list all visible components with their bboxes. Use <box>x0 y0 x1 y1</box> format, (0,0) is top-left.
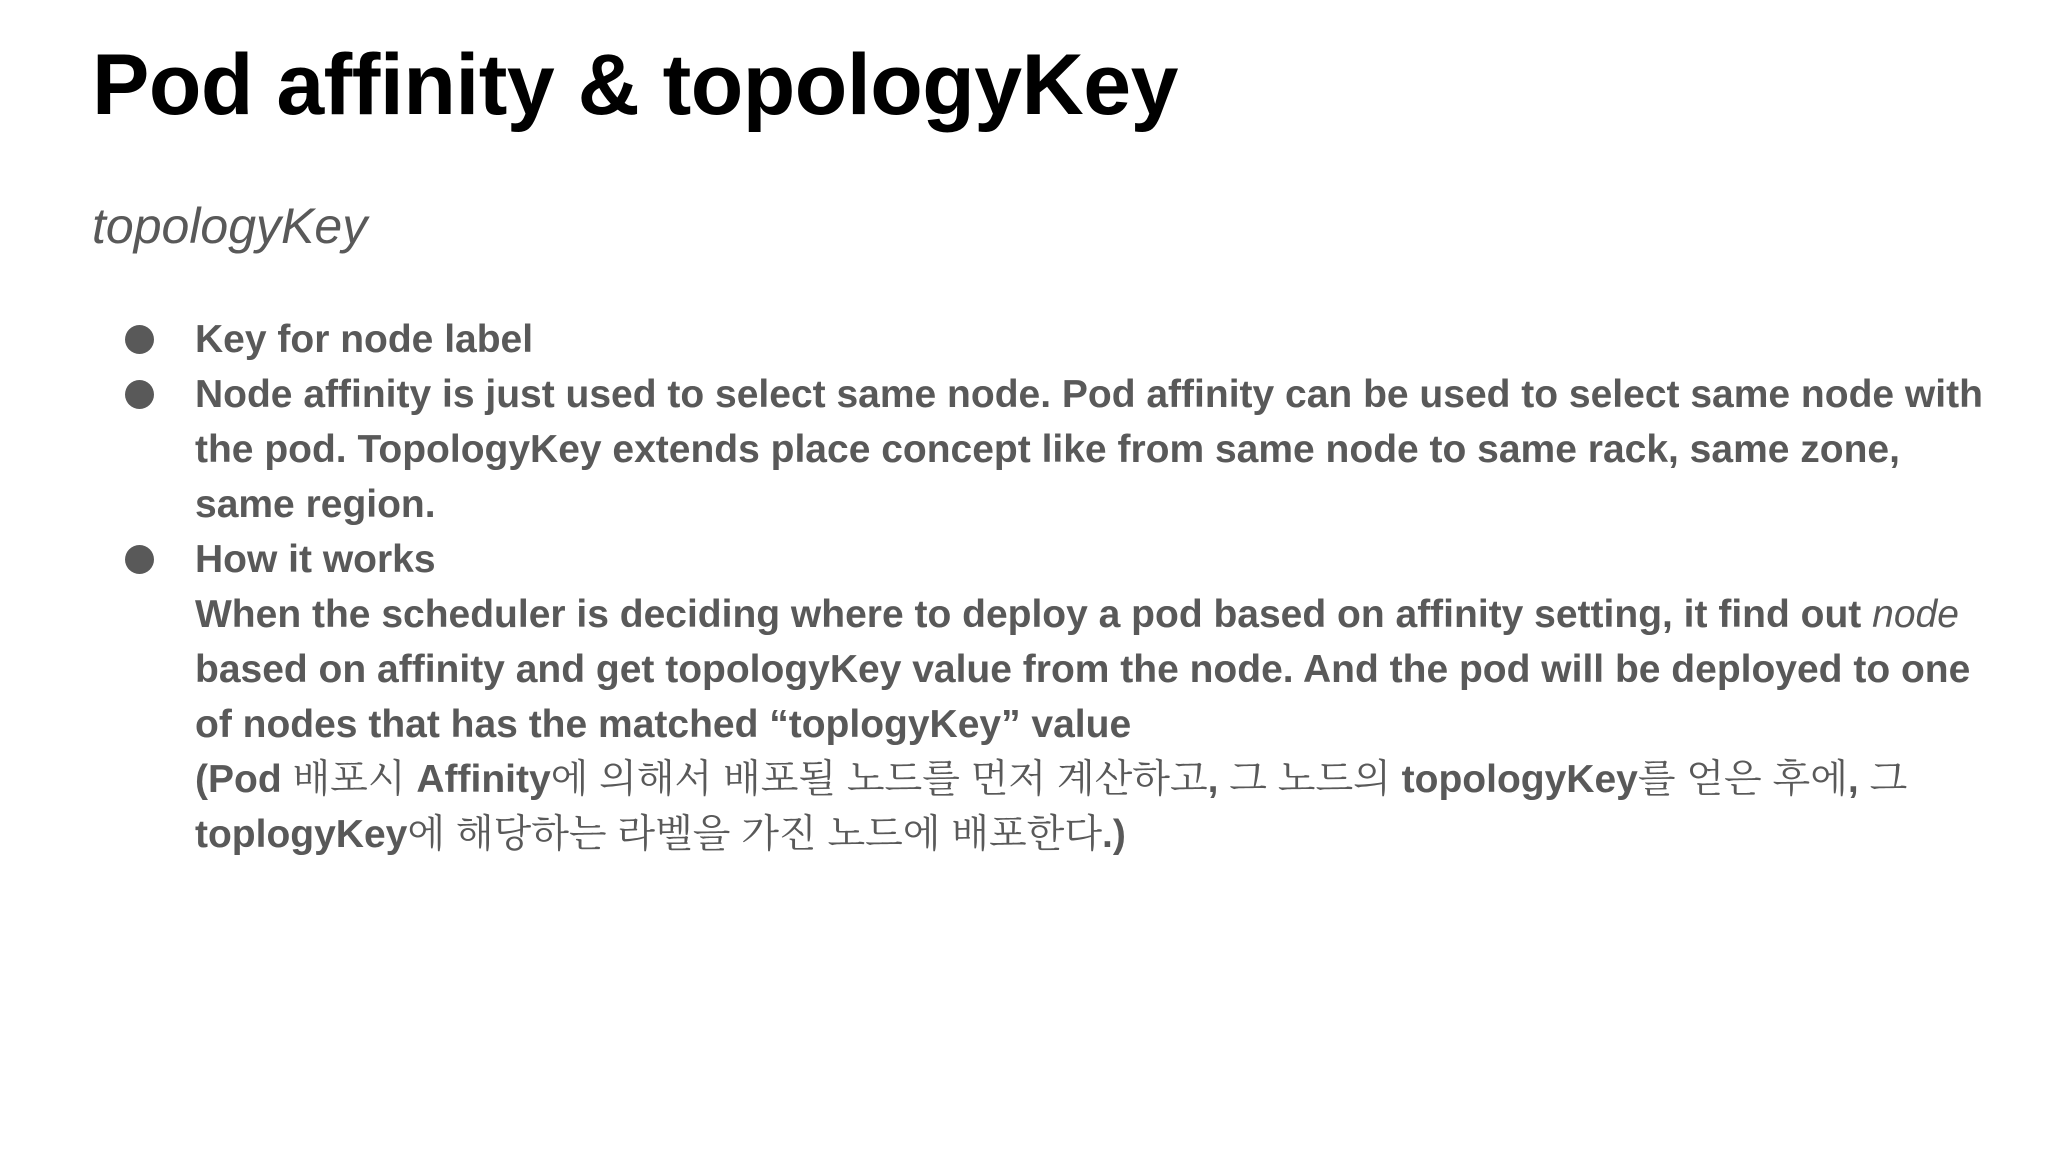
bullet-text: Node affinity is just used to select same node. Pod affinity can be used to select same node with the pod. TopologyKey extends place concept like from same node to same rack, same zone, same region. <box>195 373 1983 526</box>
bullet-text: Key for node label <box>195 318 534 361</box>
bullet-dot-icon <box>125 545 154 574</box>
bullet-dot-icon <box>125 325 154 354</box>
bullet-item-how-it-works <box>0 532 2048 862</box>
body-text: When the scheduler is deciding where to deploy a pod based on affinity setting, it find out <box>195 593 1873 636</box>
body-text: based on affinity and get topologyKey value from the node. And the pod will be deployed to one of nodes that has the matched “toplogyKey” value <box>195 648 1971 746</box>
ko-text: 그 노드의 <box>1229 758 1402 801</box>
ko-text: toplogyKey <box>195 813 408 856</box>
ko-text: .) <box>1102 813 1126 856</box>
bullet-item-node-label <box>0 312 2048 367</box>
bullet-heading: How it works <box>195 538 436 581</box>
ko-text: 배포시 <box>292 758 417 801</box>
ko-text: topologyKey <box>1401 758 1638 801</box>
ko-text: 그 <box>1869 758 1908 801</box>
slide-title: Pod affinity & topologyKey <box>92 37 1178 133</box>
body-italic-node: node <box>1872 593 1959 636</box>
ko-text: 에 의해서 배포될 노드를 먼저 계산하고 <box>550 758 1208 801</box>
slide-subtitle: topologyKey <box>92 198 368 254</box>
bullet-item-affinity-explanation <box>0 367 2048 532</box>
ko-text: 를 얻은 후에 <box>1637 758 1848 801</box>
ko-text: (Pod <box>195 758 293 801</box>
ko-text: 에 해당하는 라벨을 가진 노드에 배포한다 <box>407 813 1102 856</box>
bullet-korean-note <box>195 752 1988 862</box>
bullet-body <box>195 587 1988 752</box>
ko-text: , <box>1207 758 1230 801</box>
bullet-dot-icon <box>125 380 154 409</box>
bullet-list <box>0 312 2048 862</box>
ko-text: , <box>1847 758 1870 801</box>
ko-text: Affinity <box>416 758 551 801</box>
